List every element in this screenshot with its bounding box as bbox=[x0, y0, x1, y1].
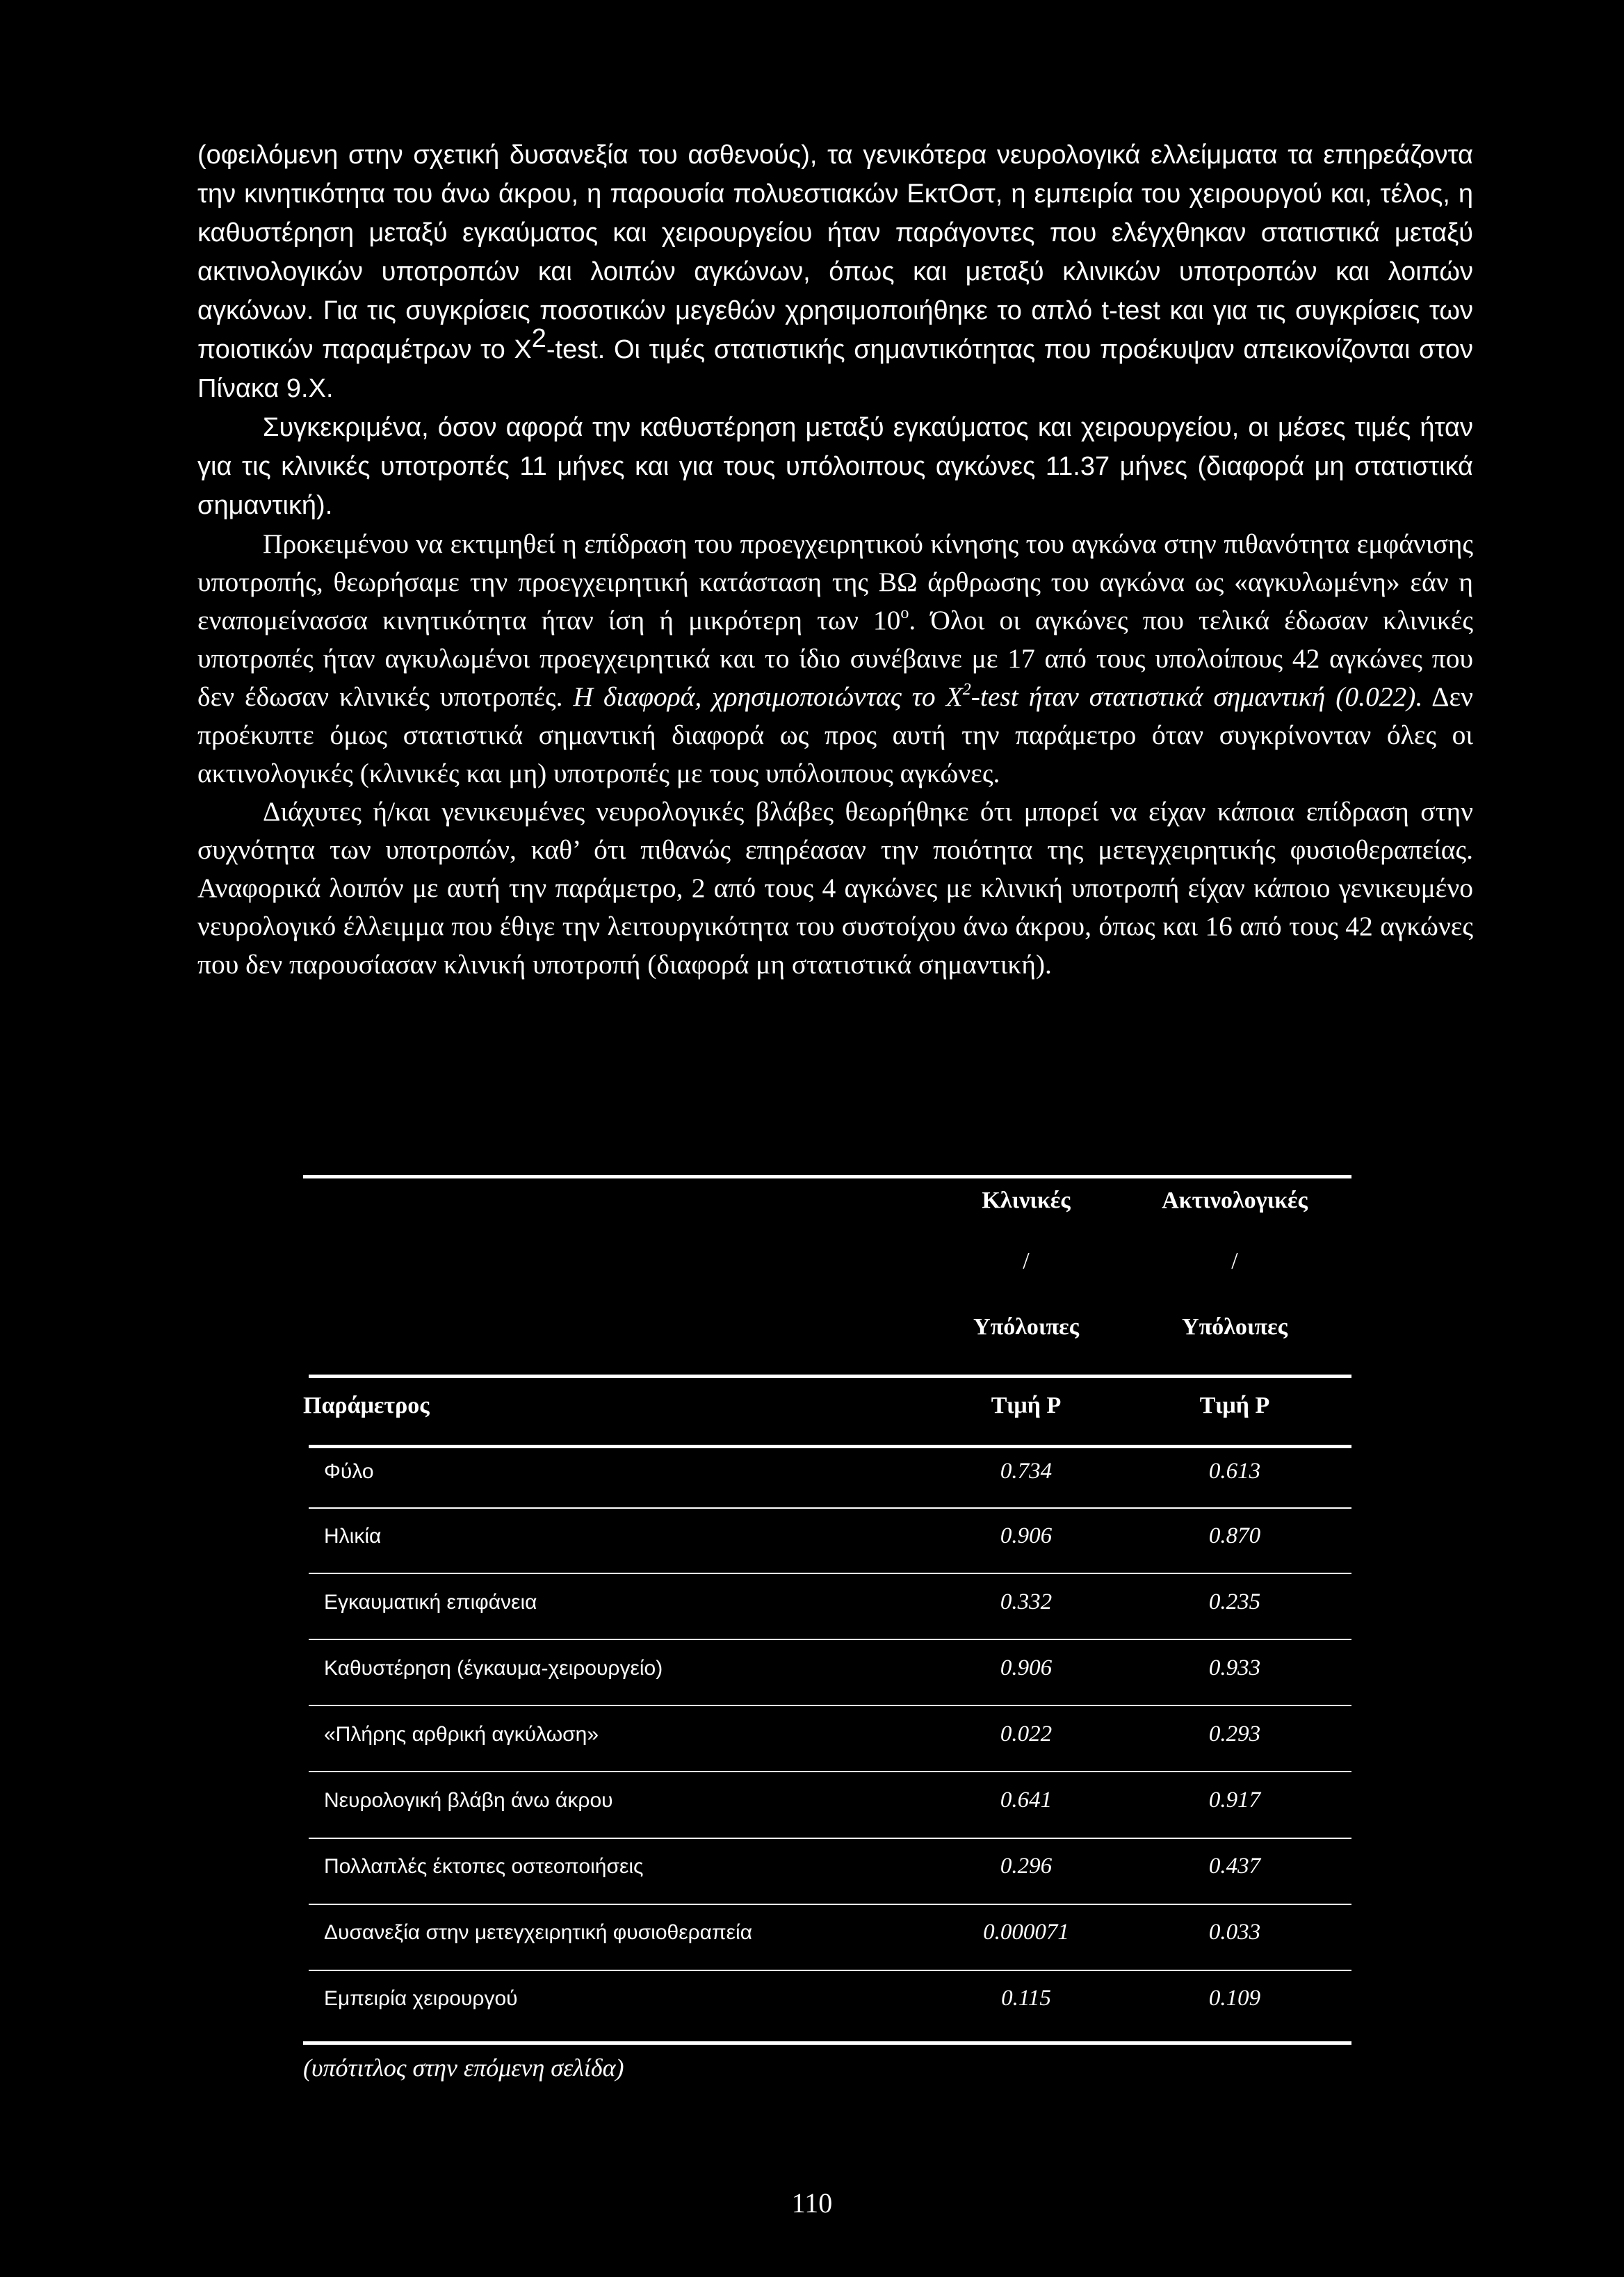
paragraph-3-italic-b: -test ήταν στατιστικά σημαντική (0.022). bbox=[971, 681, 1423, 712]
row-divider bbox=[309, 1639, 1351, 1640]
col1-slash: / bbox=[1023, 1248, 1030, 1274]
col2-slash: / bbox=[1231, 1248, 1238, 1274]
row-value-clinical: 0.000071 bbox=[983, 1920, 1069, 1945]
row-value-radiological: 0.917 bbox=[1208, 1788, 1261, 1813]
col2-head-bottom: Υπόλοιπες bbox=[1182, 1314, 1288, 1340]
row-label: «Πλήρης αρθρική αγκύλωση» bbox=[324, 1723, 599, 1746]
param-head: Παράμετρος bbox=[303, 1393, 430, 1418]
row-label: Εγκαυματική επιφάνεια bbox=[324, 1591, 537, 1614]
row-value-radiological: 0.109 bbox=[1208, 1986, 1261, 2011]
row-value-clinical: 0.906 bbox=[1000, 1655, 1053, 1680]
row-value-radiological: 0.033 bbox=[1208, 1920, 1261, 1945]
paragraph-4-text: Διάχυτες ή/και γενικευμένες νευρολογικές βλάβες θεωρήθηκε ότι μπορεί να είχαν κάποια επίδραση στην συχνότητα των υποτροπών, καθ’ ότι πιθανώς επηρέασαν την ποιότητα της μετεγχειρητικής φυσιοθεραπείας. Αναφορικά λοιπόν με αυτή την παράμετρο, 2 από τους 4 αγκώνες με κλινική υποτροπή είχαν κάποιο γενικευμένο νευρολογικό έλλειμμα που έθιγε την λειτουργικότητα του συστοίχου άνω άκρου, όπως και 16 από τους 42 αγκώνες που δεν παρουσίασαν κλινική υποτροπή (διαφορά μη στατιστικά σημαντική). bbox=[197, 796, 1473, 980]
table-subheader-rule bbox=[309, 1445, 1351, 1448]
row-label: Δυσανεξία στην μετεγχειρητική φυσιοθεραπεία bbox=[324, 1921, 753, 1944]
row-label: Πολλαπλές έκτοπες οστεοποιήσεις bbox=[324, 1855, 644, 1878]
row-label: Νευρολογική βλάβη άνω άκρου bbox=[324, 1789, 613, 1812]
row-value-clinical: 0.641 bbox=[1000, 1788, 1053, 1813]
superscript-degree: ο bbox=[900, 603, 909, 622]
p-head-1: Τιμή P bbox=[991, 1393, 1062, 1418]
paragraph-1-text-a: (οφειλόμενη στην σχετική δυσανεξία του ασθενούς), τα γενικότερα νευρολογικά ελλείμματα τα επηρεάζοντα την κινητικότητα του άνω άκρου, η παρουσία πολυεστιακών ΕκτΟστ, η εμπειρία του χειρουργού και, τέλος, η καθυστέρηση μεταξύ εγκαύματος και χειρουργείου ήταν παράγοντες που ελέγχθηκαν στατιστικά μεταξύ ακτινολογικών υποτροπών και λοιπών αγκώνων, όπως και μεταξύ κλινικών υποτροπών και λοιπών αγκώνων. Για τις συγκρίσεις ποσοτικών μεγεθών χρησιμοποιήθηκε το απλό t-test και για τις συγκρίσεις των ποιοτικών παραμέτρων το Χ bbox=[197, 140, 1473, 364]
row-value-clinical: 0.332 bbox=[1000, 1589, 1053, 1614]
paragraph-3-italic-a: Η διαφορά, χρησιμοποιώντας το Χ bbox=[573, 681, 963, 712]
paragraph-1-text-b: -test. Οι τιμές στατιστικής σημαντικότητας που προέκυψαν απεικονίζονται στον Πίνακα 9.Χ. bbox=[197, 335, 1474, 403]
row-value-clinical: 0.906 bbox=[1000, 1523, 1053, 1548]
row-value-radiological: 0.437 bbox=[1208, 1854, 1261, 1879]
row-divider bbox=[309, 1904, 1351, 1905]
row-label: Ηλικία bbox=[324, 1525, 382, 1548]
table-top-rule bbox=[303, 1175, 1351, 1178]
paragraph-3-text-a: Προκειμένου να εκτιμηθεί η επίδραση του προεγχειρητικού κίνησης του αγκώνα στην πιθανότητα εμφάνισης υποτροπής, θεωρήσαμε την προεγχειρητική κατάσταση της ΒΩ άρθρωσης του αγκώνα ως «αγκυλωμένη» εάν η εναπομείνασσα κινητικότητα ήταν ίση ή μικρότερη των 10 bbox=[197, 528, 1473, 635]
col2-head-top: Ακτινολογικές bbox=[1162, 1188, 1308, 1213]
row-divider bbox=[309, 1838, 1351, 1839]
row-divider bbox=[309, 1705, 1351, 1706]
row-label: Εμπειρία χειρουργού bbox=[324, 1987, 518, 2010]
row-value-clinical: 0.115 bbox=[1001, 1986, 1051, 2011]
table-header-rule bbox=[309, 1375, 1351, 1378]
row-divider bbox=[309, 1507, 1351, 1509]
row-value-radiological: 0.235 bbox=[1208, 1589, 1261, 1614]
row-divider bbox=[309, 1771, 1351, 1772]
row-label: Φύλο bbox=[324, 1460, 374, 1483]
table-bottom-rule bbox=[303, 2041, 1351, 2045]
col1-head-bottom: Υπόλοιπες bbox=[973, 1314, 1079, 1340]
row-value-clinical: 0.734 bbox=[1000, 1459, 1053, 1484]
paragraph-2-text: Συγκεκριμένα, όσον αφορά την καθυστέρηση μεταξύ εγκαύματος και χειρουργείου, οι μέσες τιμές ήταν για τις κλινικές υποτροπές 11 μήνες και για τους υπόλοιπους αγκώνες 11.37 μήνες (διαφορά μη στατιστικά σημαντική). bbox=[197, 413, 1473, 520]
paragraph-3-text-b: . Όλοι οι αγκώνες που τελικά έδωσαν κλινικές υποτροπές ήταν αγκυλωμένοι προεγχειρητικά και το ίδιο συνέβαινε με 17 από τους υπολοίπους 42 αγκώνες που δεν έδωσαν κλινικές υποτροπές. bbox=[197, 605, 1473, 712]
row-divider bbox=[309, 1573, 1351, 1574]
superscript-2: 2 bbox=[531, 323, 546, 353]
results-table bbox=[303, 0, 1351, 2277]
row-value-clinical: 0.296 bbox=[1000, 1854, 1053, 1879]
paragraph-3-text-c: Δεν προέκυπτε όμως στατιστικά σημαντική διαφορά ως προς αυτή την παράμετρο όταν συγκρίνονταν όλες οι ακτινολογικές (κλινικές και μη) υποτροπές με τους υπόλοιπους αγκώνες. bbox=[197, 681, 1474, 788]
table-caption-note: (υπότιτλος στην επόμενη σελίδα) bbox=[303, 2054, 624, 2082]
p-head-2: Τιμή P bbox=[1199, 1393, 1270, 1418]
row-value-radiological: 0.613 bbox=[1208, 1459, 1261, 1484]
row-value-clinical: 0.022 bbox=[1000, 1721, 1053, 1747]
row-divider bbox=[309, 1970, 1351, 1971]
row-value-radiological: 0.293 bbox=[1208, 1721, 1261, 1747]
superscript-2-italic: 2 bbox=[962, 680, 971, 699]
row-value-radiological: 0.933 bbox=[1208, 1655, 1261, 1680]
page-number: 110 bbox=[791, 2187, 833, 2219]
col1-head-top: Κλινικές bbox=[982, 1188, 1071, 1213]
row-label: Καθυστέρηση (έγκαυμα-χειρουργείο) bbox=[324, 1657, 663, 1680]
row-value-radiological: 0.870 bbox=[1208, 1523, 1261, 1548]
